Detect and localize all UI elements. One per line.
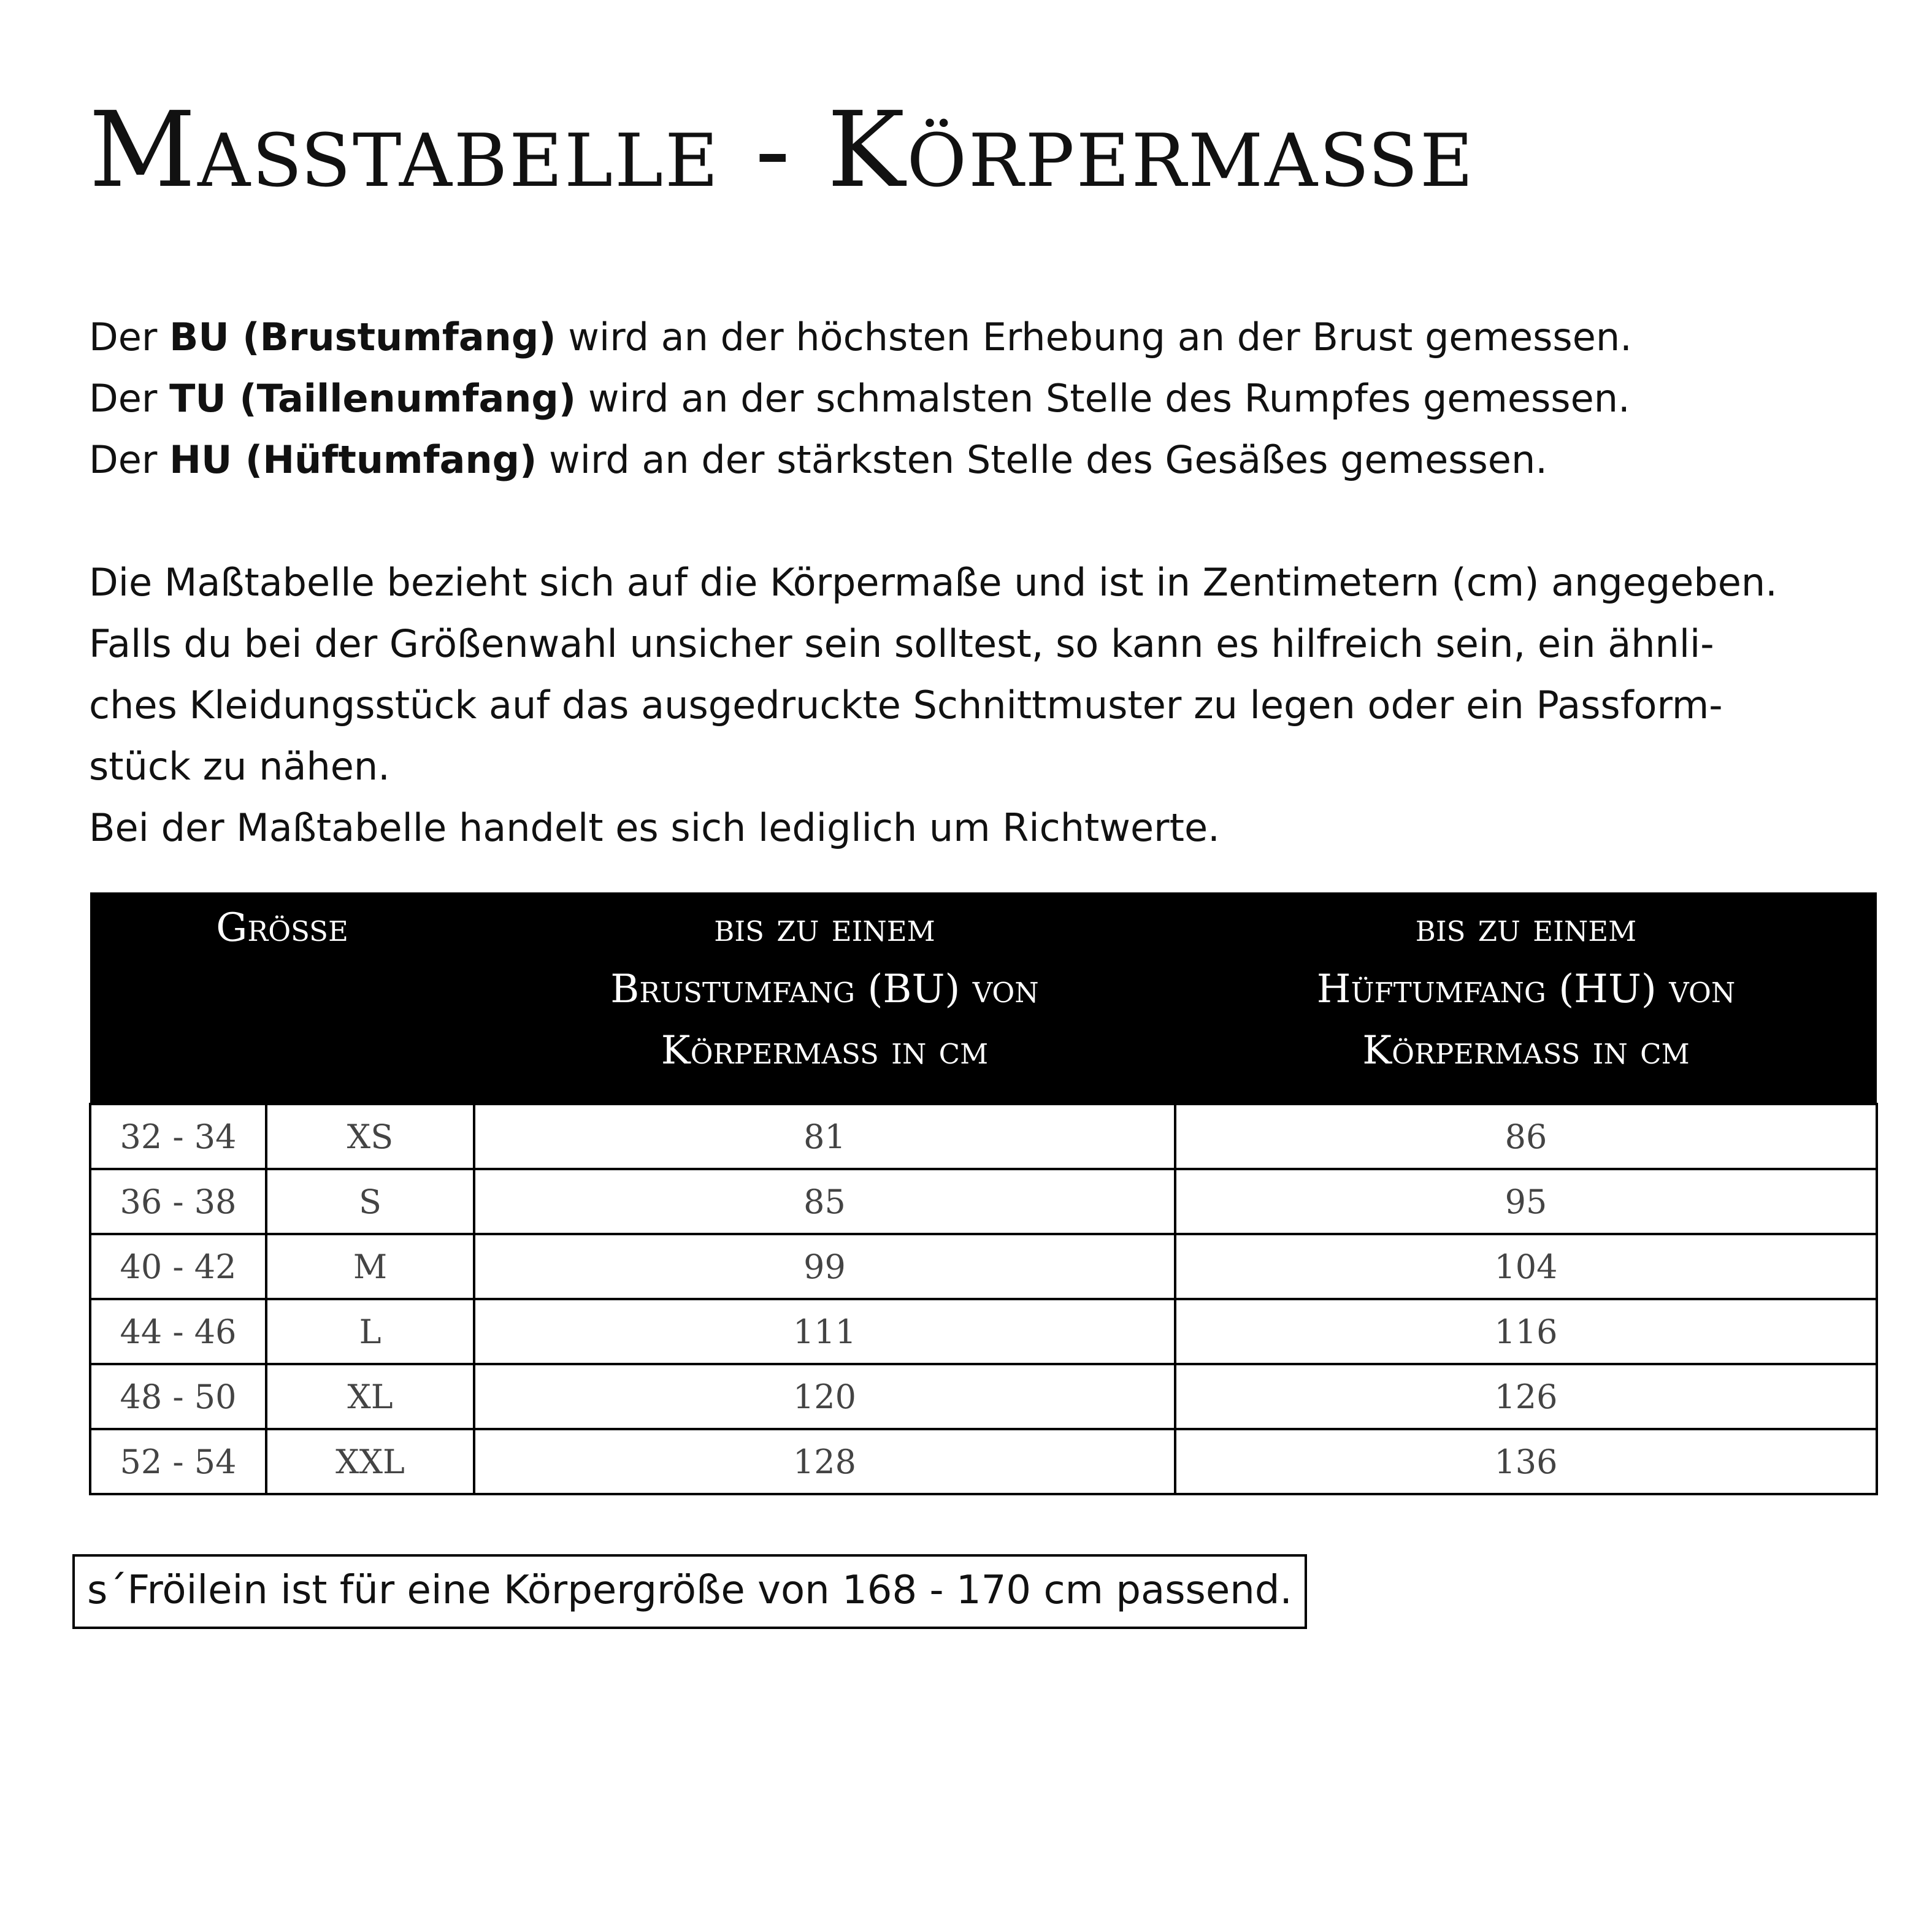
cell-hip: 136: [1175, 1429, 1877, 1494]
cell-letter-size: XL: [266, 1364, 474, 1429]
cell-numeric-size: 52 - 54: [90, 1429, 266, 1494]
note-line: ches Kleidungsstück auf das ausgedruckte Schnittmuster zu legen oder ein Passform-: [89, 683, 1723, 727]
cell-numeric-size: 44 - 46: [90, 1299, 266, 1364]
cell-bust: 81: [474, 1104, 1175, 1169]
cell-bust: 120: [474, 1364, 1175, 1429]
cell-bust: 128: [474, 1429, 1175, 1494]
definition-tu: Der TU (Taillenumfang) wird an der schmalsten Stelle des Rumpfes gemessen.: [89, 376, 1630, 421]
size-table: [89, 892, 1878, 1495]
cell-letter-size: L: [266, 1299, 474, 1364]
definition-bu: Der BU (Brustumfang) wird an der höchsten Erhebung an der Brust gemessen.: [89, 315, 1632, 359]
note-line: Die Maßtabelle bezieht sich auf die Körpermaße und ist in Zentimetern (cm) angegeben.: [89, 560, 1777, 605]
cell-hip: 104: [1175, 1234, 1877, 1299]
cell-letter-size: M: [266, 1234, 474, 1299]
header-hip: bis zu einem Hüftumfang (HU) von Körpermaß in cm: [1175, 892, 1877, 1104]
term-bu: BU (Brustumfang): [169, 315, 556, 359]
table-row: [90, 1364, 1877, 1429]
cell-bust: 85: [474, 1169, 1175, 1234]
definition-hu: Der HU (Hüftumfang) wird an der stärksten Stelle des Gesäßes gemessen.: [89, 437, 1547, 482]
cell-numeric-size: 32 - 34: [90, 1104, 266, 1169]
cell-bust: 111: [474, 1299, 1175, 1364]
cell-letter-size: S: [266, 1169, 474, 1234]
header-bust: bis zu einem Brustumfang (BU) von Körpermaß in cm: [474, 892, 1175, 1104]
cell-hip: 116: [1175, 1299, 1877, 1364]
term-hu: HU (Hüftumfang): [169, 437, 537, 482]
header-size: Größe: [90, 892, 474, 1104]
cell-hip: 95: [1175, 1169, 1877, 1234]
cell-numeric-size: 36 - 38: [90, 1169, 266, 1234]
table-row: [90, 1299, 1877, 1364]
table-row: [90, 1234, 1877, 1299]
table-row: [90, 1104, 1877, 1169]
cell-letter-size: XS: [266, 1104, 474, 1169]
cell-hip: 86: [1175, 1104, 1877, 1169]
cell-letter-size: XXL: [266, 1429, 474, 1494]
cell-bust: 99: [474, 1234, 1175, 1299]
note-line: Bei der Maßtabelle handelt es sich lediglich um Richtwerte.: [89, 805, 1220, 850]
term-tu: TU (Taillenumfang): [169, 376, 577, 421]
note-line: stück zu nähen.: [89, 744, 390, 789]
intro-text: [89, 307, 1855, 859]
table-header-row: [90, 892, 1877, 1104]
note-line: Falls du bei der Größenwahl unsicher sein solltest, so kann es hilfreich sein, ein ähnli-: [89, 621, 1714, 666]
cell-numeric-size: 48 - 50: [90, 1364, 266, 1429]
table-row: [90, 1429, 1877, 1494]
page-title: Maßtabelle - Körpermaße: [89, 90, 1475, 211]
body-height-note: s´Fröilein ist für eine Körpergröße von 168 - 170 cm passend.: [72, 1554, 1307, 1629]
cell-numeric-size: 40 - 42: [90, 1234, 266, 1299]
table-row: [90, 1169, 1877, 1234]
cell-hip: 126: [1175, 1364, 1877, 1429]
